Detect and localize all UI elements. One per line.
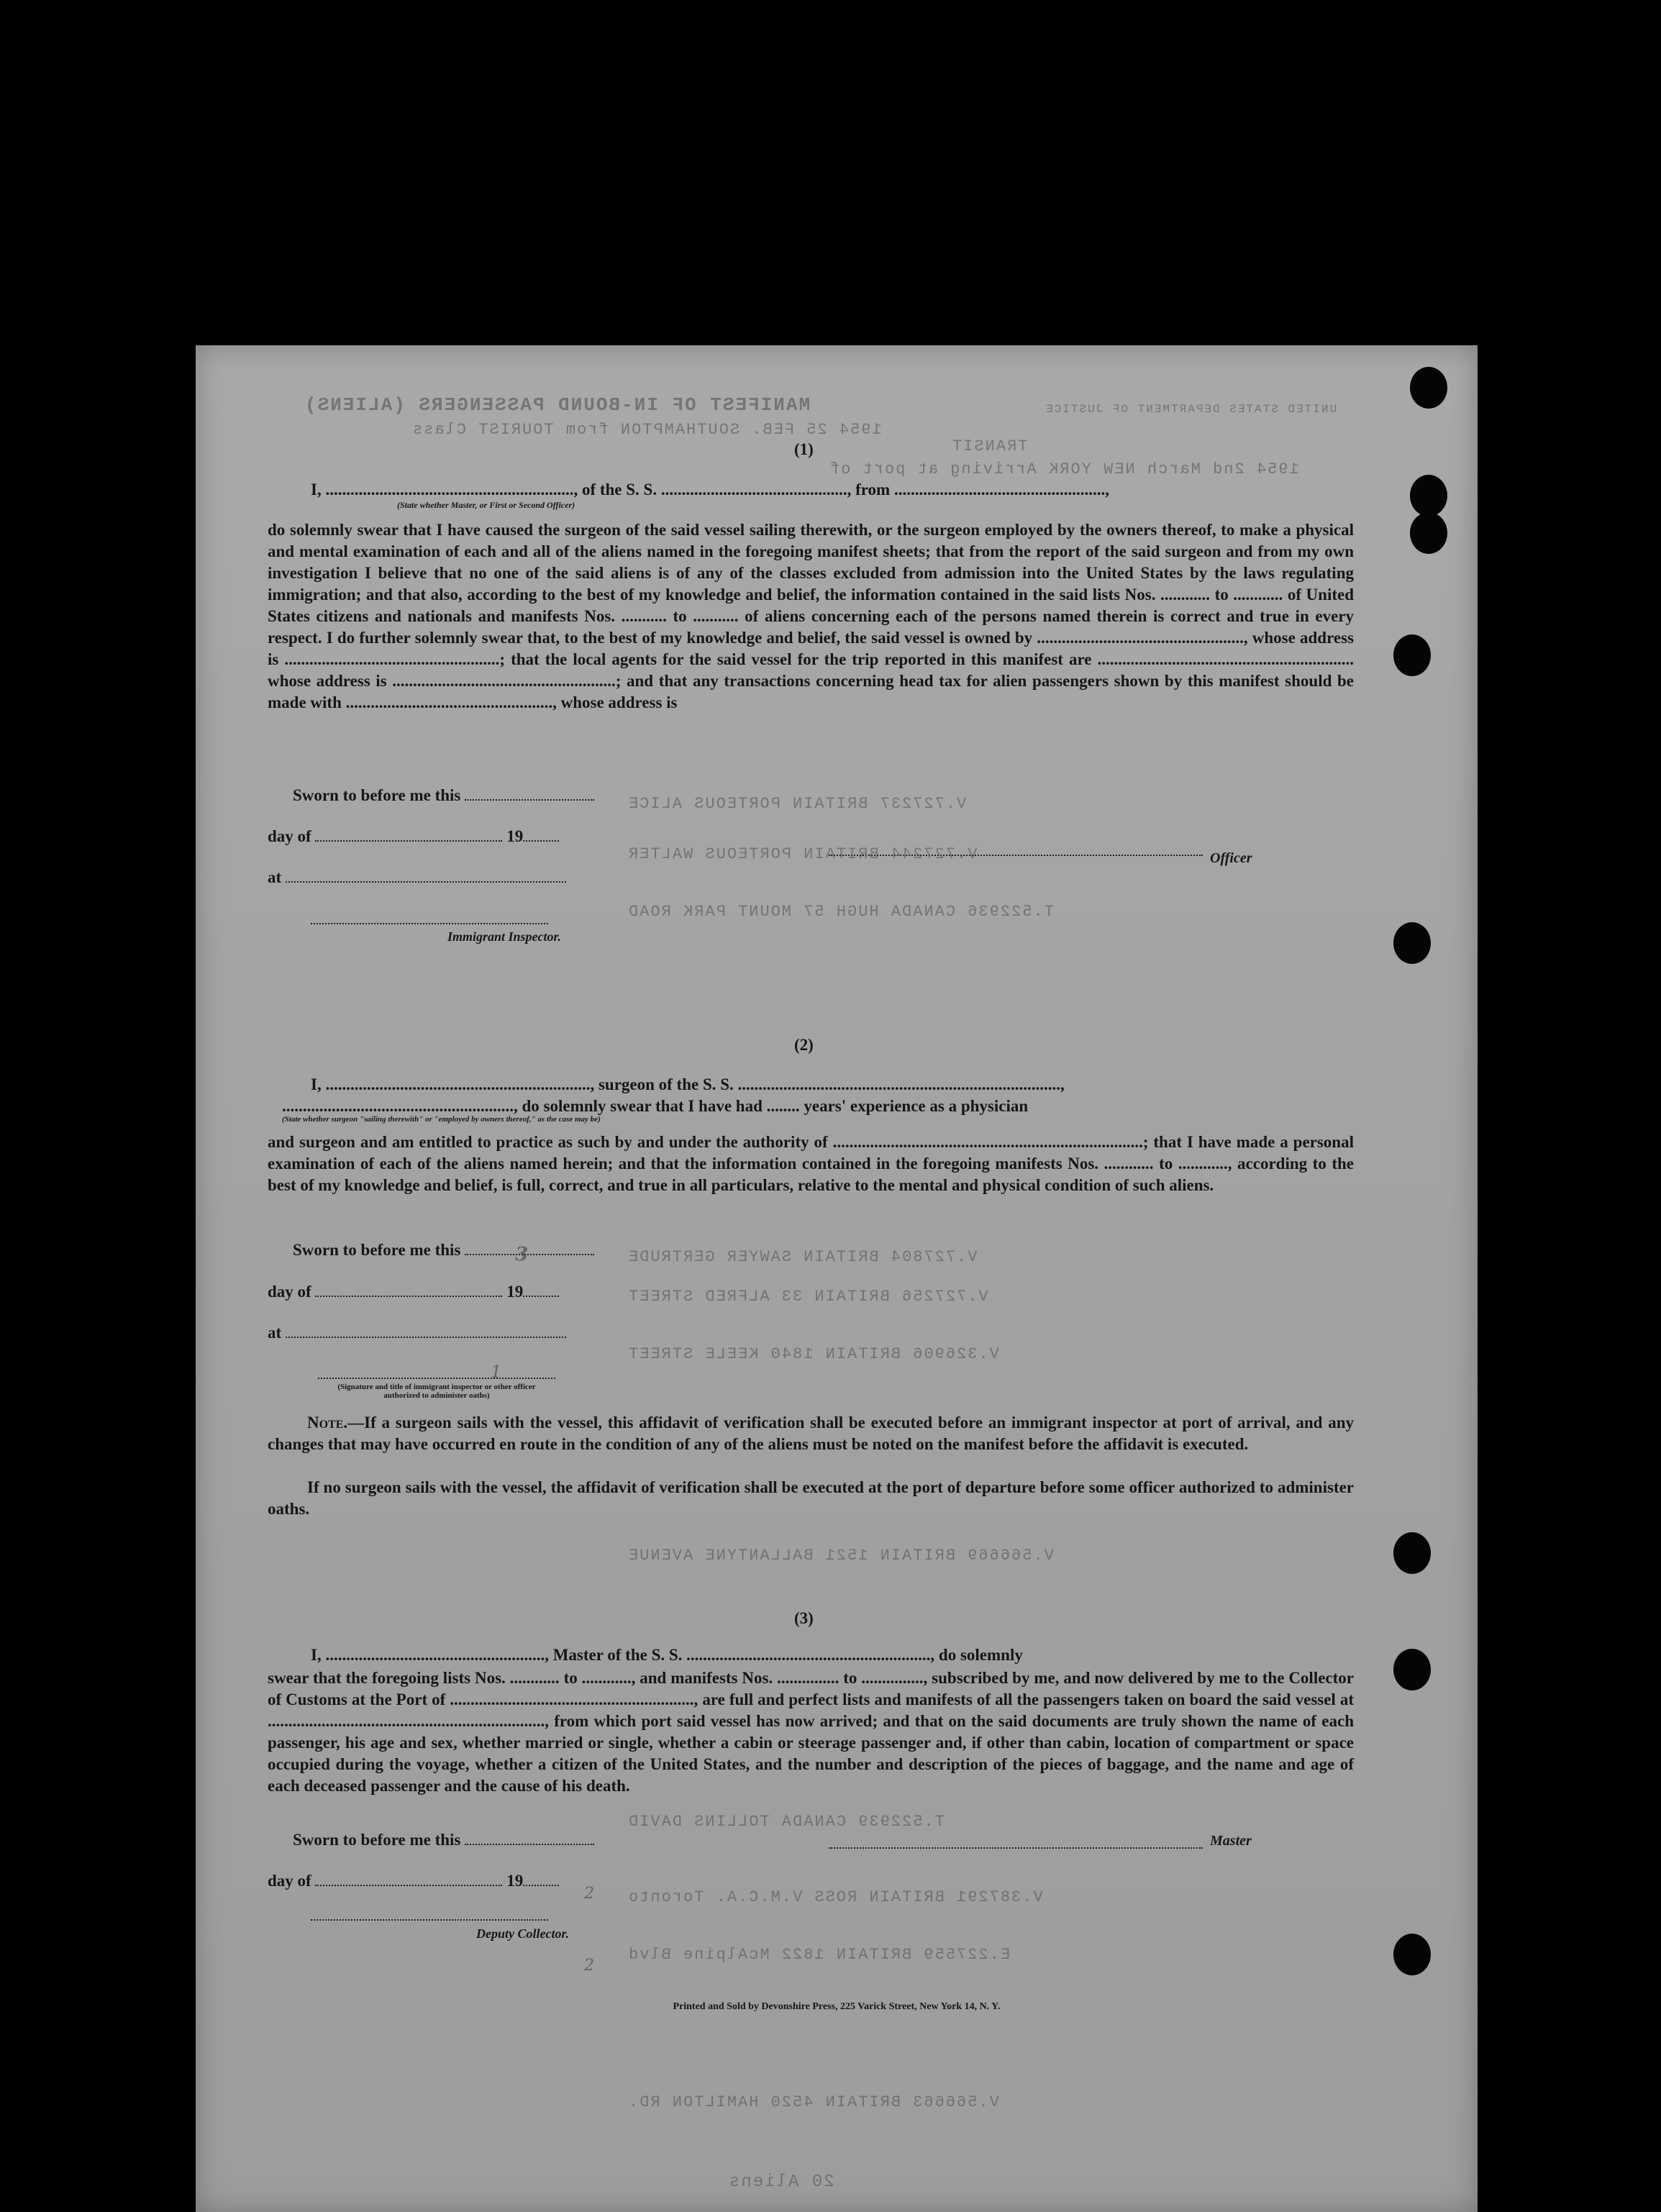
day3-label: day of (268, 1872, 311, 1890)
bleed-row-8: T.522939 CANADA TOLLINS DAVID (627, 1813, 945, 1831)
section-2-note2: If no surgeon sails with the vessel, the affidavit of verification shall be executed at the port of departure before some officer authorized to administer oaths. (268, 1478, 1354, 1518)
bottom-count: 20 Aliens (728, 2172, 834, 2192)
section-3-line1: I, ....................................................., Master of the S. S. ..........................................................., do solemnly (311, 1646, 1023, 1664)
section-2-line1: I, ................................................................, surgeon of the S. S. .............................................................................., (311, 1075, 1065, 1093)
section-2-note: (State whether surgeon "sailing therewith" or "employed by owners thereof," as the case may be) (282, 1115, 601, 1124)
at-label: at (268, 868, 282, 886)
section-1-day (268, 827, 559, 846)
sworn3-blank[interactable] (465, 1844, 594, 1845)
year-blank[interactable] (523, 840, 559, 842)
sworn2-handwritten: 3 (515, 1244, 529, 1265)
inspector-label: Immigrant Inspector. (447, 929, 562, 944)
section-1-officer-note: (State whether Master, or First or Second Officer) (397, 500, 575, 510)
bleed-line1: 1954 25 FEB. SOUTHAMPTON from TOURIST Class (411, 421, 882, 439)
bleed-title: MANIFEST OF IN-BOUND PASSENGERS (ALIENS) (304, 394, 811, 416)
inspector2-sig-line[interactable] (318, 1362, 555, 1382)
bleed-row-11: V.566663 BRITAIN 4520 HAMILTON RD. (627, 2093, 999, 2111)
at2-label: at (268, 1324, 282, 1342)
section-3-body: swear that the foregoing lists Nos. ............ to ............, and manifests Nos. ............... to ..............., subscribed by me, and now delivered by me to the Collector of Customs at the Port of ..........................................................., are full and perfect lists and manifests of all the passengers taken on board the said vessel at ..................................................................., from which port said vessel has now arrived; and that on the said documents are truly shown the name of each passenger, his age and sex, whether married or single, whether a cabin or steerage passenger and, if other than cabin, location of compartment or space occupied during the voyage, whether a citizen of the United States, and the number and description of the pieces of baggage, and the name and age of each deceased passenger and the cause of his death. (268, 1669, 1354, 1795)
sworn2-blank[interactable] (465, 1244, 594, 1265)
officer-label: Officer (1210, 850, 1252, 866)
bleed-row-3: T.522936 CANADA HUGH 57 MOUNT PARK ROAD (627, 903, 1054, 921)
at2-handwritten: 1 (491, 1362, 502, 1382)
section-2-body: and surgeon and am entitled to practice as such by and under the authority of ...........................................................................; that I have made a personal examination of each of the aliens named herein; and that the information contained in the foregoing manifests Nos. ............ to ............, according to the best of my knowledge and belief, is full, correct, and true in all particulars, relative to the mental and physical condition of such aliens. (268, 1133, 1354, 1194)
section-2-number: (2) (794, 1036, 814, 1054)
bleed-row-1: V.727237 BRITAIN PORTEOUS ALICE (627, 795, 967, 813)
at-blank[interactable] (286, 881, 566, 883)
year-label: 19 (506, 827, 524, 845)
year3-blank[interactable] (523, 1885, 559, 1886)
master-sig-line[interactable] (829, 1847, 1203, 1849)
deputy-label: Deputy Collector. (476, 1926, 569, 1941)
bleed-row-6: V.326906 BRITAIN 1840 KEELE STREET (627, 1345, 999, 1363)
punch-hole (1393, 1649, 1431, 1690)
section-2-sworn (293, 1241, 594, 1265)
year2-label: 19 (506, 1283, 524, 1301)
section-1-oath-body: do solemnly swear that I have caused the surgeon of the said vessel sailing therewith, or the surgeon employed by the owners thereof, to make a physical and mental examination of each and all of the aliens named in the foregoing manifest sheets; that from the report of the said surgeon and from my own investigation I believe that no one of the said aliens is of any of the classes excluded from admission into the United States by the laws regulating immigration; and that also, according to the best of my knowledge and belief, the information contained in the said lists Nos. ............ to ............ of United States citizens and nationals and manifests Nos. ........... to ........... of aliens concerning each of the persons named therein is correct and true in every respect. I do further solemnly swear that, to the best of my knowledge and belief, the said vessel is owned by .................................................., whose address is ....................................................; that the local agents for the said vessel for the trip reported in this manifest are .............................................................. whose address is ......................................................; and that any transactions concerning head tax for alien passengers shown by this manifest should be made with .................................................., whose address is (268, 521, 1354, 711)
bleed-row-2: V.727244 BRITAIN PORTEOUS WALTER (627, 845, 978, 863)
bleed-dept: UNITED STATES DEPARTMENT OF JUSTICE (1045, 403, 1337, 416)
inspector-sig-line[interactable] (311, 923, 548, 924)
punch-hole (1410, 367, 1447, 409)
section-3-sworn (293, 1831, 594, 1849)
sworn-label: Sworn to before me this (293, 786, 461, 804)
punch-hole (1393, 634, 1431, 676)
at2-blank[interactable] (286, 1337, 566, 1338)
bleed-row-9: V.387291 BRITAIN ROSS V.M.C.A. Toronto (627, 1888, 1043, 1906)
punch-hole (1393, 922, 1431, 964)
bleed-row-5: V.727256 BRITAIN 33 ALFRED STREET (627, 1288, 988, 1306)
section-2-sig-note: (Signature and title of immigrant inspector or other officer authorized to administer oaths) (337, 1383, 536, 1400)
bleed-row-7: V.566669 BRITAIN 1521 BALLANTYNE AVENUE (627, 1547, 1054, 1565)
day3-blank[interactable] (315, 1885, 502, 1886)
day-label: day of (268, 827, 311, 845)
punch-hole (1393, 1934, 1431, 1975)
day2-label: day of (268, 1283, 311, 1301)
bleed-row-4: V.727804 BRITAIN SAWYER GERTRUDE (627, 1248, 978, 1266)
punch-hole (1410, 475, 1447, 516)
bleed-line2: 1954 2nd March NEW YORK Arriving at port of (829, 460, 1299, 478)
section-1-oath-line: I, ............................................................, of the S. S. ............................................., from ..................................................., (311, 481, 1109, 499)
section-1-number: (1) (794, 440, 814, 458)
master-label: Master (1210, 1833, 1252, 1849)
section-3-number: (3) (794, 1609, 814, 1627)
sworn3-label: Sworn to before me this (293, 1831, 461, 1849)
note-text: —If a surgeon sails with the vessel, this affidavit of verification shall be executed before an immigrant inspector at port of arrival, and any changes that may have occurred en route in the condition of any of the aliens must be noted on the manifest before the affidavit is executed. (268, 1414, 1354, 1453)
deputy-sig-line[interactable] (311, 1919, 548, 1921)
section-1-sworn (293, 786, 594, 805)
year2-blank[interactable] (523, 1296, 559, 1297)
section-2-day (268, 1283, 559, 1301)
bleed-transit: TRANSIT (951, 437, 1028, 455)
bleed-row-10: E.227559 BRITAIN 1822 McAlpine Blvd (627, 1946, 1011, 1964)
year3-label: 19 (506, 1872, 524, 1890)
punch-hole (1393, 1532, 1431, 1574)
section-2-line2: ........................................................, do solemnly swear that I have had ........ years' experience as a physician (282, 1097, 1029, 1115)
punch-hole (1410, 512, 1447, 554)
note-label: Note. (307, 1414, 348, 1432)
day2-blank[interactable] (315, 1296, 502, 1297)
printer-imprint: Printed and Sold by Devonshire Press, 225 Varick Street, New York 14, N. Y. (673, 2001, 1001, 2012)
sworn-blank[interactable] (465, 799, 594, 801)
section-2-note-para (268, 1412, 1354, 1455)
section-1-at (268, 868, 566, 887)
sworn2-label: Sworn to before me this (293, 1241, 461, 1259)
day-blank[interactable] (315, 840, 502, 842)
section-2-at (268, 1324, 566, 1342)
section-3-day (268, 1872, 559, 1890)
sworn3-handwritten-b: 2 (584, 1957, 594, 1975)
manifest-page (196, 345, 1478, 2212)
sworn3-handwritten: 2 (584, 1885, 594, 1903)
